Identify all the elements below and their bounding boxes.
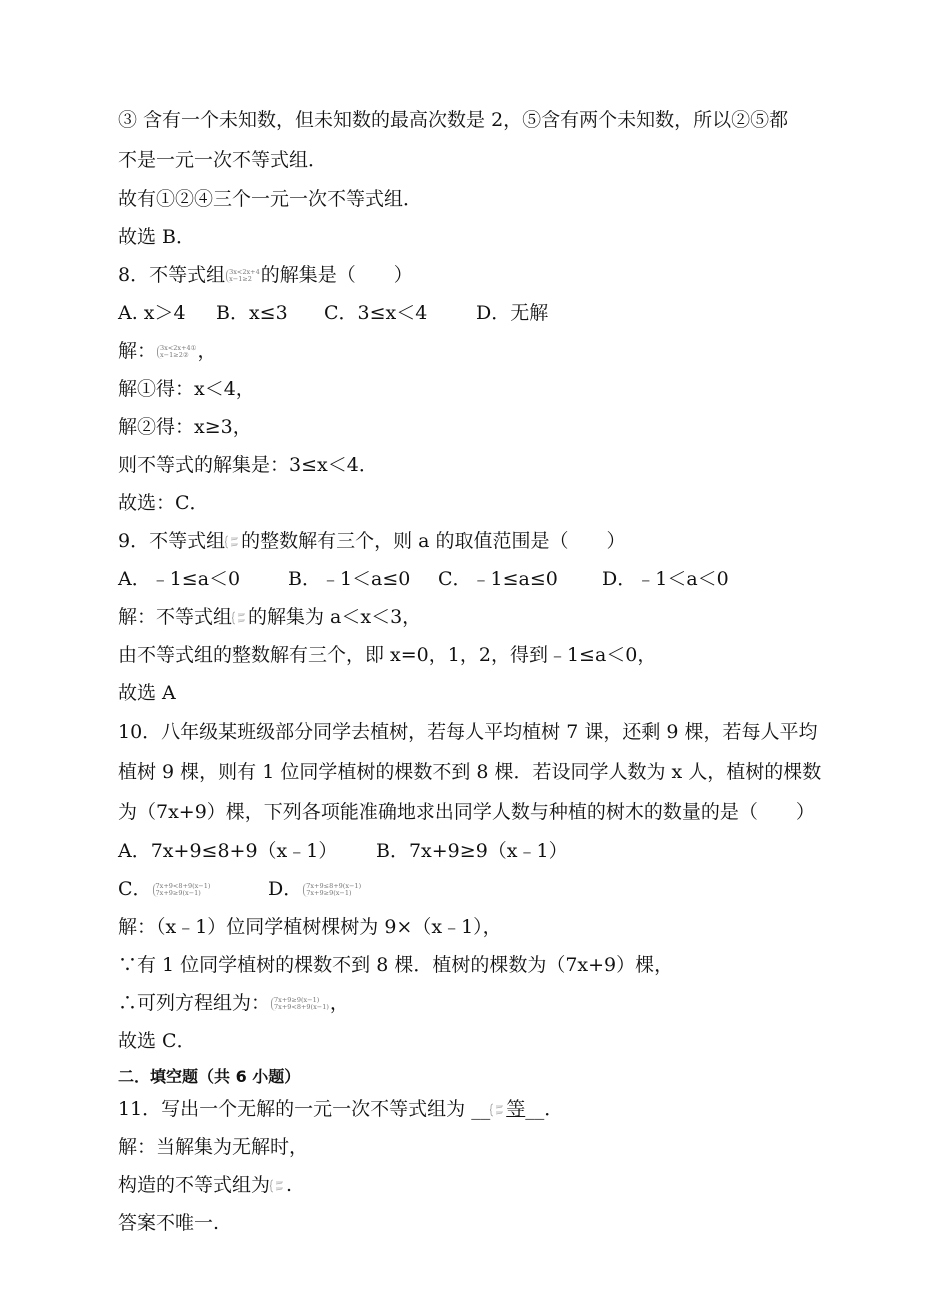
question-8-options — [118, 294, 838, 332]
question-10-options-cd — [118, 870, 838, 908]
solution-9-line: 解：不等式组 的解集为 a＜x＜3， — [118, 606, 422, 628]
answer-blank: 等 — [490, 1098, 525, 1120]
option-a: A. x＞4 — [118, 302, 186, 324]
question-9: 9．不等式组 的整数解有三个，则 a 的取值范围是（ ） — [118, 530, 626, 552]
inequality-system-image — [225, 535, 241, 549]
text-line: 解：（x﹣1）位同学植树棵树为 9×（x﹣1）， — [118, 916, 502, 938]
option-a: A．7x+9≤8+9（x﹣1） — [118, 840, 338, 862]
option-d: D．无解 — [476, 302, 549, 324]
text-line: 故有①②④三个一元一次不等式组． — [118, 188, 423, 210]
question-10-options-ab — [118, 832, 838, 870]
text-line: 解②得：x≥3， — [118, 416, 252, 438]
text-line: ③ 含有一个未知数，但未知数的最高次数是 2，⑤含有两个未知数，所以②⑤都 — [118, 109, 789, 131]
inequality-system-image — [270, 1179, 286, 1193]
inequality-system-image — [232, 611, 248, 625]
option-a: A．﹣1≤a＜0 — [118, 568, 241, 590]
inequality-system-image: 3x<2x+4 x−1≥2 — [226, 269, 260, 283]
question-8: 8．不等式组 3x<2x+4 x−1≥2 的解集是（ ） — [118, 264, 413, 286]
option-c: C．﹣1≤a≤0 — [438, 568, 558, 590]
text-line: 解①得：x＜4， — [118, 378, 255, 400]
inequality-system-image: 7x+9≥9(x−1) 7x+9<8+9(x−1) — [271, 997, 329, 1011]
text-line: 故选 B． — [118, 226, 196, 248]
text-line: 由不等式组的整数解有三个，即 x=0，1，2，得到﹣1≤a＜0， — [118, 644, 657, 666]
question-10-line: 为（7x+9）棵，下列各项能准确地求出同学人数与种植的树木的数量的是（ ） — [118, 801, 815, 823]
solution-10-line: ∴可列方程组为： 7x+9≥9(x−1) 7x+9<8+9(x−1) ， — [118, 992, 349, 1014]
option-b: B．x≤3 — [216, 302, 288, 324]
inequality-system-image: 7x+9≤8+9(x−1) 7x+9≥9(x−1) — [303, 883, 361, 897]
inequality-system-image — [490, 1103, 506, 1117]
text-line: 故选 A — [118, 682, 176, 704]
question-11: 11．写出一个无解的一元一次不等式组为 __ 等__． — [118, 1098, 564, 1120]
option-d: D．﹣1＜a＜0 — [602, 568, 729, 590]
question-10-line: 10．八年级某班级部分同学去植树，若每人平均植树 7 课，还剩 9 棵，若每人平均 — [118, 721, 818, 743]
text-line: 解：当解集为无解时， — [118, 1136, 309, 1158]
text-line: 故选 C． — [118, 1030, 196, 1052]
option-b: B．7x+9≥9（x﹣1） — [376, 840, 568, 862]
solution-8-line: 解： 3x<2x+4① x−1≥2② ， — [118, 340, 217, 362]
inequality-system-image: 3x<2x+4① x−1≥2② — [157, 345, 196, 359]
text-line: 则不等式的解集是：3≤x＜4． — [118, 454, 378, 476]
option-c: C．3≤x＜4 — [324, 302, 428, 324]
option-d: D． 7x+9≤8+9(x−1) 7x+9≥9(x−1) — [268, 878, 362, 900]
text-line: 答案不唯一. — [118, 1212, 220, 1234]
question-9-options — [118, 560, 838, 598]
inequality-system-image: 7x+9<8+9(x−1) 7x+9≥9(x−1) — [153, 883, 211, 897]
solution-11-line: 构造的不等式组为 . — [118, 1174, 293, 1196]
text-line: ∵有 1 位同学植树的棵数不到 8 棵．植树的棵数为（7x+9）棵， — [118, 954, 674, 976]
section-heading: 二．填空题（共 6 小题） — [118, 1067, 301, 1086]
document-page — [118, 100, 838, 1242]
question-10-line: 植树 9 棵，则有 1 位同学植树的棵数不到 8 棵．若设同学人数为 x 人，植树的棵数 — [118, 761, 822, 783]
option-c: C． 7x+9<8+9(x−1) 7x+9≥9(x−1) — [118, 878, 211, 900]
text-line: 不是一元一次不等式组． — [118, 149, 328, 171]
text-line: 故选：C． — [118, 492, 209, 514]
option-b: B．﹣1＜a≤0 — [288, 568, 411, 590]
